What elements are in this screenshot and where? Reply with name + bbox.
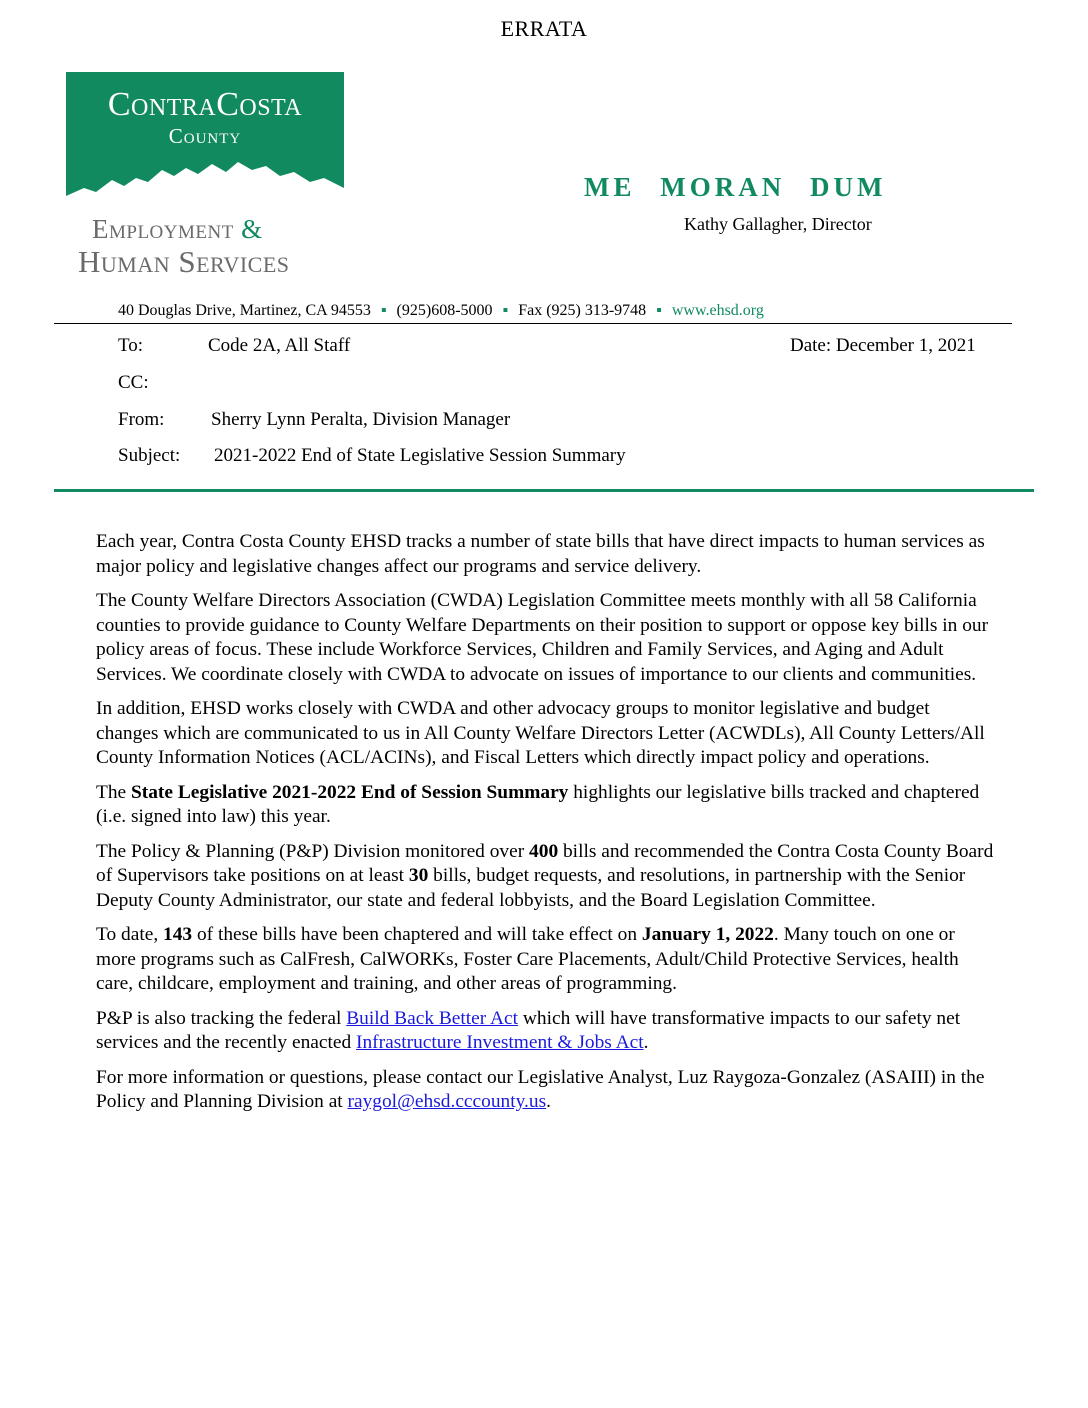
bills-monitored-count: 400: [529, 840, 559, 862]
separator-icon: ▪: [380, 302, 387, 319]
header-divider: [54, 489, 1034, 492]
date-value: Date: December 1, 2021: [790, 335, 976, 356]
summary-title: State Legislative 2021-2022 End of Session Summary: [131, 781, 569, 803]
director-name: Kathy Gallagher, Director: [684, 214, 872, 234]
paragraph-8: [96, 1066, 996, 1115]
subject-value: 2021-2022 End of State Legislative Session Summary: [214, 445, 626, 466]
memorandum-title: ME MORAN DUM: [584, 172, 887, 202]
website-link[interactable]: www.ehsd.org: [671, 302, 764, 319]
cc-label: CC:: [118, 372, 149, 393]
positions-count: 30: [408, 865, 429, 886]
build-back-better-link[interactable]: Build Back Better Act: [346, 1007, 519, 1029]
chaptered-count: 143: [163, 924, 193, 945]
text: For more information or questions, please contact our Legislative Analyst, Luz Raygoza-Gonzalez (ASAIII) in the Policy and Planning Division at: [96, 1066, 985, 1112]
separator-icon: ▪: [656, 302, 662, 319]
text: .: [546, 1091, 551, 1112]
to-value: Code 2A, All Staff: [208, 335, 351, 356]
paragraph-4: [96, 781, 996, 830]
effective-date: January 1, 2022: [641, 924, 774, 945]
address-line: [118, 302, 764, 320]
from-value: Sherry Lynn Peralta, Division Manager: [211, 409, 511, 430]
text: To date,: [96, 924, 164, 945]
mountain-icon: [66, 156, 344, 211]
text: The: [96, 781, 131, 803]
text: .: [643, 1032, 649, 1053]
text: P&P is also tracking the federal: [96, 1007, 347, 1029]
paragraph-6: [96, 923, 996, 997]
address-fax: Fax (925) 313-9748: [518, 302, 647, 319]
logo-text-human-services: Human Services: [78, 244, 290, 279]
subject-label: Subject:: [118, 445, 181, 466]
memo-body: [96, 530, 996, 1125]
logo-text-employment: [92, 214, 263, 245]
text: bills and recommended the Contra Costa County Board of Supervisors take positions on at least: [96, 840, 994, 886]
paragraph-7: [96, 1007, 996, 1056]
separator-icon: ▪: [502, 302, 509, 319]
paragraph-5: [96, 840, 996, 914]
logo-ampersand: &: [241, 214, 263, 244]
errata-heading: ERRATA: [500, 16, 588, 41]
logo-text-contracosta: ContraCosta: [107, 86, 303, 123]
infrastructure-act-link[interactable]: Infrastructure Investment & Jobs Act: [356, 1032, 644, 1053]
text: . Many touch on one or more programs such as CalFresh, CalWORKs, Foster Care Placements, Adult/Child Protective Services, health care, childcare, employment and training, and other areas of programming.: [96, 924, 959, 994]
divider: [54, 323, 1012, 324]
logo-text-county: County: [168, 124, 242, 148]
logo-employment-word: Employment: [92, 214, 234, 244]
text: which will have transformative impacts to our safety net services and the recently enacted: [96, 1007, 961, 1053]
text: highlights our legislative bills tracked and chaptered (i.e. signed into law) this year.: [96, 781, 980, 827]
address-street: 40 Douglas Drive, Martinez, CA 94553: [118, 302, 371, 319]
paragraph-1: Each year, Contra Costa County EHSD tracks a number of state bills that have direct impacts to human services as major policy and legislative changes affect our programs and service delivery.: [96, 531, 985, 577]
text: of these bills have been chaptered and will take effect on: [192, 924, 642, 945]
paragraph-3: In addition, EHSD works closely with CWDA and other advocacy groups to monitor legislative and budget changes which are communicated to us in All County Welfare Directors Letter (ACWDLs), All County Letters/All County Information Notices (ACL/ACINs), and Fiscal Letters which directly impact policy and operations.: [96, 698, 985, 768]
email-link[interactable]: raygol@ehsd.cccounty.us: [347, 1091, 547, 1112]
paragraph-2: The County Welfare Directors Association (CWDA) Legislation Committee meets monthly with all 58 California counties to provide guidance to County Welfare Departments on their position to support or oppose key bills in our policy areas of focus. These include Workforce Services, Children and Family Services, and Aging and Adult Services. We coordinate closely with CWDA to advocate on issues of importance to our clients and communities.: [96, 590, 989, 685]
text: The Policy & Planning (P&P) Division monitored over: [96, 840, 530, 862]
to-label: To:: [118, 335, 144, 356]
text: bills, budget requests, and resolutions, in partnership with the Senior Deputy County Administrator, our state and federal lobbyists, and the Board Legislation Committee.: [96, 865, 966, 911]
from-label: From:: [118, 409, 165, 430]
county-logo: [66, 72, 344, 211]
address-phone: (925)608-5000: [396, 302, 493, 319]
